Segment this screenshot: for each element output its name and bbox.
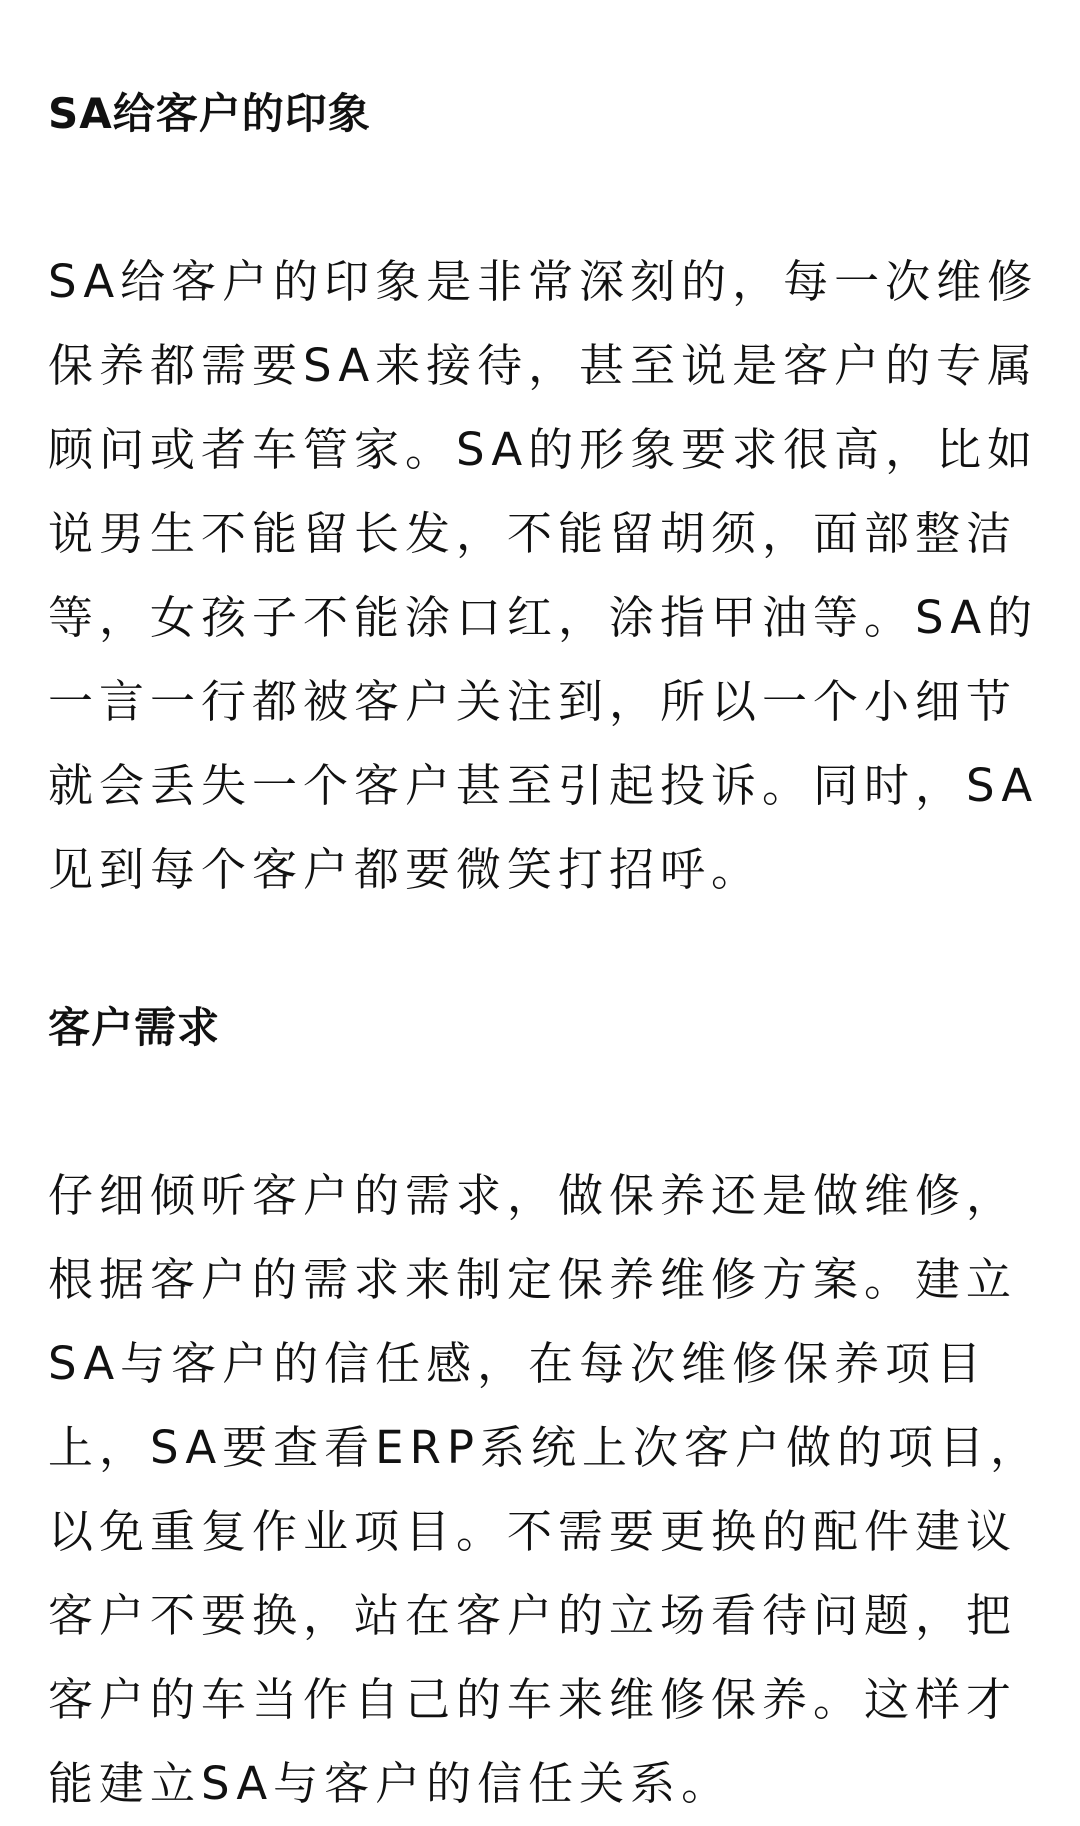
paragraph-line: 以免重复作业项目。不需要更换的配件建议: [48, 1505, 1018, 1558]
paragraph-line: 保养都需要SA来接待，甚至说是客户的专属: [48, 339, 1039, 392]
paragraph-line: 等，女孩子不能涂口红，涂指甲油等。SA的: [48, 591, 1039, 644]
section-title-impression: SA给客户的印象: [48, 89, 371, 138]
paragraph-customer-needs: [48, 1154, 1042, 1826]
paragraph-line: 一言一行都被客户关注到，所以一个小细节: [48, 675, 1018, 728]
paragraph-line: 根据客户的需求来制定保养维修方案。建立: [48, 1253, 1018, 1306]
paragraph-impression: [48, 240, 1038, 912]
paragraph-line: 就会丢失一个客户甚至引起投诉。同时，SA: [48, 759, 1039, 812]
paragraph-line: 说男生不能留长发，不能留胡须，面部整洁: [48, 507, 1018, 560]
paragraph-line: 上，SA要查看ERP系统上次客户做的项目，: [48, 1421, 1042, 1474]
section-title-customer-needs: 客户需求: [48, 1003, 221, 1052]
paragraph-line: 客户的车当作自己的车来维修保养。这样才: [48, 1673, 1018, 1726]
paragraph-line: 见到每个客户都要微笑打招呼。: [48, 843, 763, 896]
paragraph-line: 客户不要换，站在客户的立场看待问题，把: [48, 1589, 1018, 1642]
paragraph-line: 能建立SA与客户的信任关系。: [48, 1757, 733, 1810]
paragraph-line: SA与客户的信任感，在每次维修保养项目: [48, 1337, 988, 1390]
paragraph-line: SA给客户的印象是非常深刻的，每一次维修: [48, 255, 1039, 308]
paragraph-line: 仔细倾听客户的需求，做保养还是做维修，: [48, 1169, 1018, 1222]
paragraph-line: 顾问或者车管家。SA的形象要求很高，比如: [48, 423, 1039, 476]
